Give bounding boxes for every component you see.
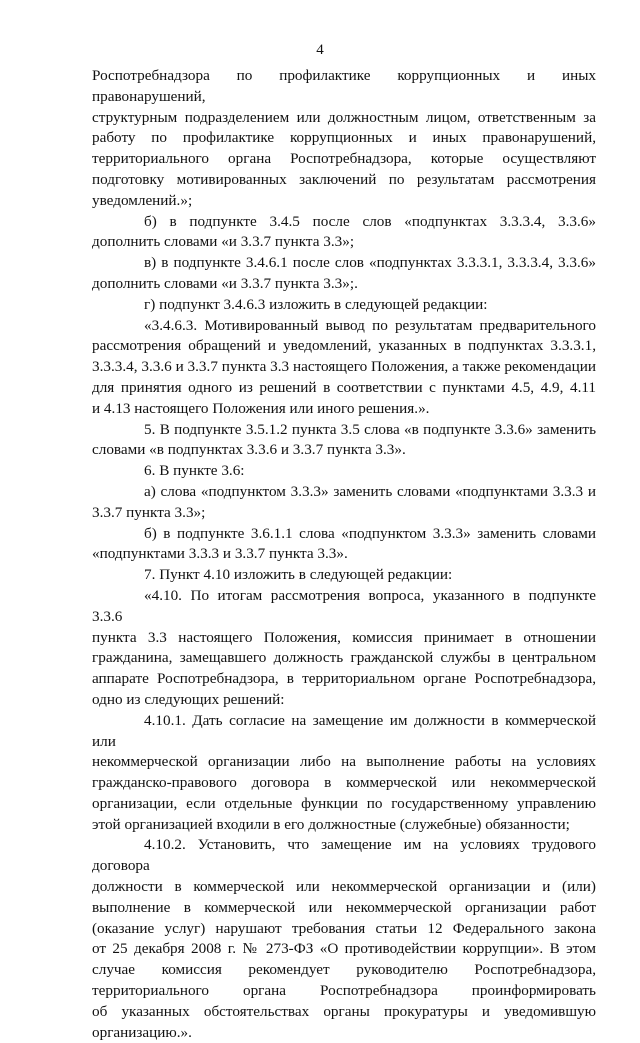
paragraph-item-g <box>92 295 596 316</box>
text-line: дополнить словами «и 3.3.7 пункта 3.3»; <box>92 233 355 251</box>
text-line: случае комиссия рекомендует руководителю Роспотребнадзора, <box>92 961 596 979</box>
text-line: 5. В подпункте 3.5.1.2 пункта 3.5 слова «в подпункте 3.3.6» заменить <box>144 420 596 438</box>
text-line: от 25 декабря 2008 г. № 273-ФЗ «О противодействии коррупции». В этом <box>92 940 596 958</box>
text-line: рассмотрения обращений и уведомлений, указанных в подпунктах 3.3.3.1, <box>92 337 596 355</box>
text-line: для принятия одного из решений в соответствии с пунктами 4.5, 4.9, 4.11 <box>92 378 596 396</box>
page-number: 4 <box>316 42 324 58</box>
paragraph-4102 <box>92 835 596 1043</box>
text-line: б) в подпункте 3.4.5 после слов «подпунктах 3.3.3.4, 3.3.6» <box>144 212 596 230</box>
text-line: и 4.13 настоящего Положения или иного решения.». <box>92 399 430 417</box>
text-line: 4.10.2. Установить, что замещение им на условиях трудового договора <box>92 836 596 875</box>
text-line: об указанных обстоятельствах органы прокуратуры и уведомившую <box>92 1002 596 1020</box>
paragraph-quote-3463 <box>92 316 596 420</box>
document-body <box>92 66 596 1043</box>
text-line: территориального органа Роспотребнадзора проинформировать <box>92 982 596 1000</box>
text-line: подготовку мотивированных заключений по результатам рассмотрения <box>92 170 596 188</box>
text-line: работу по профилактике коррупционных и иных правонарушений, <box>92 129 596 147</box>
text-line: этой организацией входили в его должностные (служебные) обязанности; <box>92 815 570 833</box>
text-line: а) слова «подпунктом 3.3.3» заменить словами «подпунктами 3.3.3 и <box>144 482 596 500</box>
text-line: б) в подпункте 3.6.1.1 слова «подпунктом 3.3.3» заменить словами <box>144 524 596 542</box>
paragraph-item-6b <box>92 524 596 566</box>
text-line: структурным подразделением или должностным лицом, ответственным за <box>92 108 596 126</box>
text-line: пункта 3.3 настоящего Положения, комиссия принимает в отношении <box>92 628 596 646</box>
text-line: 7. Пункт 4.10 изложить в следующей редакции: <box>144 566 453 584</box>
paragraph-item-v <box>92 253 596 295</box>
paragraph-continuation <box>92 66 596 212</box>
text-line: 4.10.1. Дать согласие на замещение им должности в коммерческой или <box>92 711 596 750</box>
paragraph-item-b <box>92 212 596 254</box>
paragraph-4101 <box>92 711 596 836</box>
text-line: (оказание услуг) нарушают требования статьи 12 Федерального закона <box>92 919 596 937</box>
text-line: выполнение в коммерческой или некоммерческой организации работ <box>92 898 596 916</box>
text-line: «3.4.6.3. Мотивированный вывод по результатам предварительного <box>144 316 596 334</box>
text-line: дополнить словами «и 3.3.7 пункта 3.3»;. <box>92 274 358 292</box>
text-line: должности в коммерческой или некоммерческой организации и (или) <box>92 878 596 896</box>
text-line: некоммерческой организации либо на выполнение работы на условиях <box>92 753 596 771</box>
text-line: гражданско-правового договора в коммерческой или некоммерческой <box>92 774 596 792</box>
text-line: Роспотребнадзора по профилактике коррупционных и иных правонарушений, <box>92 67 596 105</box>
paragraph-item-6 <box>92 461 596 482</box>
text-line: словами «в подпунктах 3.3.6 и 3.3.7 пункта 3.3». <box>92 441 406 459</box>
text-line: 3.3.3.4, 3.3.6 и 3.3.7 пункта 3.3 настоящего Положения, а также рекомендации <box>92 358 596 376</box>
text-line: гражданина, замещавшего должность гражданской службы в центральном <box>92 649 596 667</box>
text-line: 3.3.7 пункта 3.3»; <box>92 503 206 521</box>
text-line: «подпунктами 3.3.3 и 3.3.7 пункта 3.3». <box>92 545 348 563</box>
paragraph-item-7 <box>92 565 596 586</box>
text-line: г) подпункт 3.4.6.3 изложить в следующей редакции: <box>144 295 488 313</box>
text-line: территориального органа Роспотребнадзора, которые осуществляют <box>92 150 596 168</box>
paragraph-item-6a <box>92 482 596 524</box>
text-line: аппарате Роспотребнадзора, в территориальном органе Роспотребнадзора, <box>92 670 596 688</box>
text-line: одно из следующих решений: <box>92 690 285 708</box>
paragraph-quote-410 <box>92 586 596 711</box>
text-line: организацию.». <box>92 1023 192 1041</box>
text-line: «4.10. По итогам рассмотрения вопроса, указанного в подпункте 3.3.6 <box>92 586 596 625</box>
text-line: 6. В пункте 3.6: <box>144 462 245 480</box>
text-line: в) в подпункте 3.4.6.1 после слов «подпунктах 3.3.3.1, 3.3.3.4, 3.3.6» <box>144 254 596 272</box>
text-line: уведомлений.»; <box>92 191 193 209</box>
paragraph-item-5 <box>92 420 596 462</box>
text-line: организации, если отдельные функции по государственному управлению <box>92 794 596 812</box>
